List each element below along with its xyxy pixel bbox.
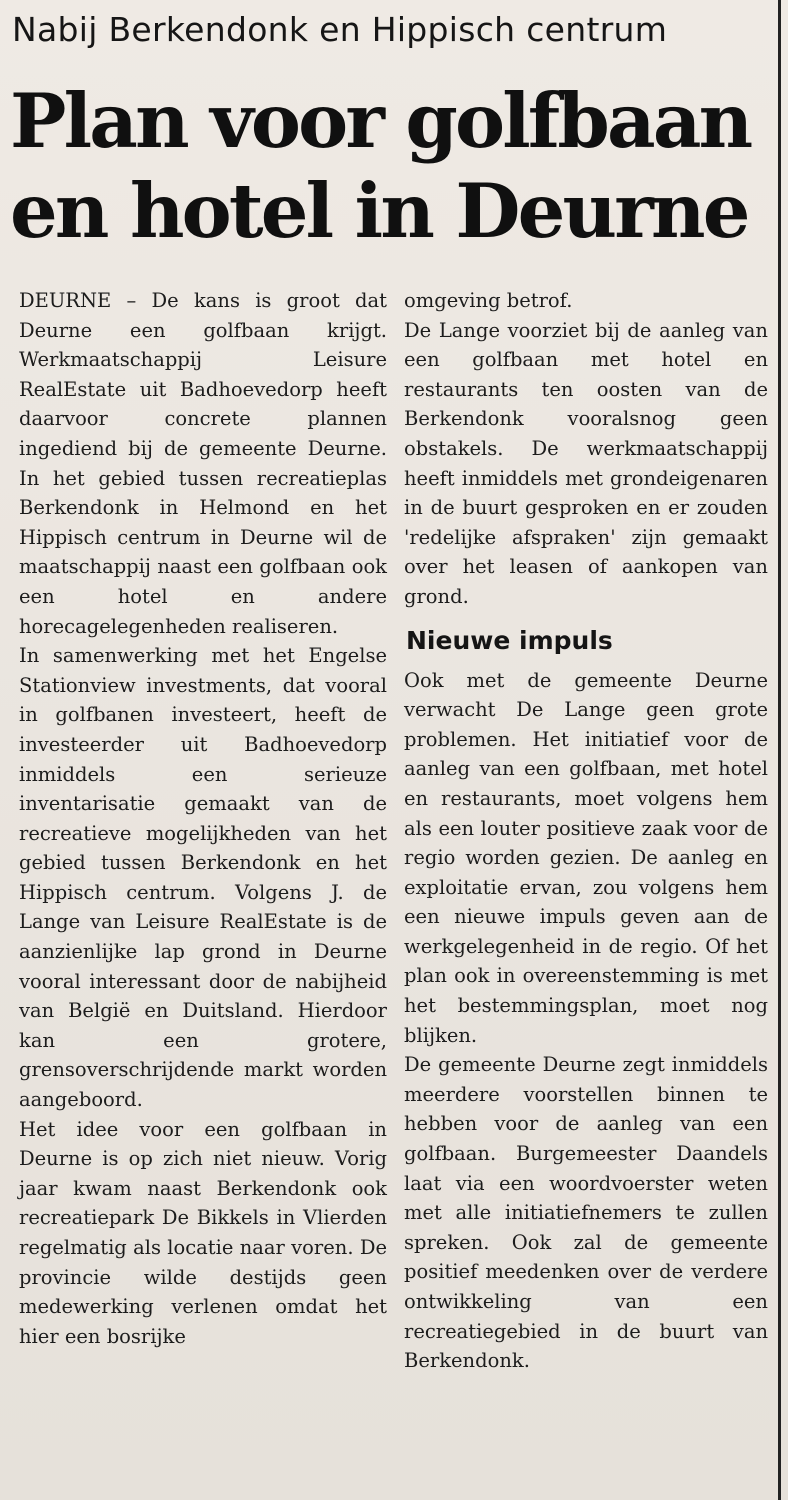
- headline: [10, 76, 770, 256]
- paragraph: De gemeente Deurne zegt inmiddels meerdere voorstellen binnen te hebben voor de aanleg van een golfbaan. Burgemeester Daandels laat via een woordvoerster weten met alle initiatiefnemers te zullen spreken. Ook zal de gemeente positief meedenken over de verdere ontwikkeling van een recreatiegebied in de buurt van Berkendonk.: [404, 1053, 768, 1373]
- subheading: Nieuwe impuls: [406, 625, 613, 655]
- headline-line-2: en hotel in Deurne: [10, 167, 748, 255]
- paragraph: Ook met de gemeente Deurne verwacht De Lange geen grote problemen. Het initiatief voor de aanleg van een golfbaan, met hotel en restaurants, moet volgens hem als een louter positieve zaak voor de regio worden gezien. De aanleg en exploitatie ervan, zou volgens hem een nieuwe impuls geven aan de werkgelegenheid in de regio. Of het plan ook in overeenstemming is met het bestemmingsplan, moet nog blijken.: [404, 668, 768, 1047]
- kicker: Nabij Berkendonk en Hippisch centrum: [12, 10, 668, 49]
- paragraph: In samenwerking met het Engelse Stationview investments, dat vooral in golfbanen investeert, heeft de investeerder uit Badhoevedorp inmiddels een serieuze inventarisatie gemaakt van de recreatieve mogelijkheden van het gebied tussen Berkendonk en het Hippisch centrum. Volgens J. de Lange van Leisure RealEstate is de aanzienlijke lap grond in Deurne vooral interessant door de nabijheid van België en Duitsland. Hierdoor kan een grotere, grensoverschrijdende markt worden aangeboord.: [19, 644, 387, 1112]
- column-rule: [778, 0, 781, 1500]
- paragraph: De Lange voorziet bij de aanleg van een golfbaan met hotel en restaurants ten oosten van de Berkendonk vooralsnog geen obstakels. De werkmaatschappij heeft inmiddels met grondeigenaren in de buurt gesproken en er zouden 'redelijke afspraken' zijn gemaakt over het leasen of aankopen van grond.: [404, 318, 768, 608]
- headline-line-1: Plan voor golfbaan: [10, 77, 751, 165]
- paragraph: DEURNE – De kans is groot dat Deurne een golfbaan krijgt. Werkmaatschappij Leisure RealEstate uit Badhoevedorp heeft daarvoor concrete plannen ingediend bij de gemeente Deurne. In het gebied tussen recreatieplas Berkendonk in Helmond en het Hippisch centrum in Deurne wil de maatschappij naast een golfbaan ook een hotel en andere horecagelegenheden realiseren.: [19, 289, 387, 638]
- paragraph: Het idee voor een golfbaan in Deurne is op zich niet nieuw. Vorig jaar kwam naast Berkendonk ook recreatiepark De Bikkels in Vlierden regelmatig als locatie naar voren. De provincie wilde destijds geen medewerking verlenen omdat het hier een bosrijke: [19, 1117, 387, 1348]
- right-column: [404, 286, 768, 1376]
- left-column: [19, 286, 387, 1351]
- paragraph: omgeving betrof.: [404, 289, 573, 312]
